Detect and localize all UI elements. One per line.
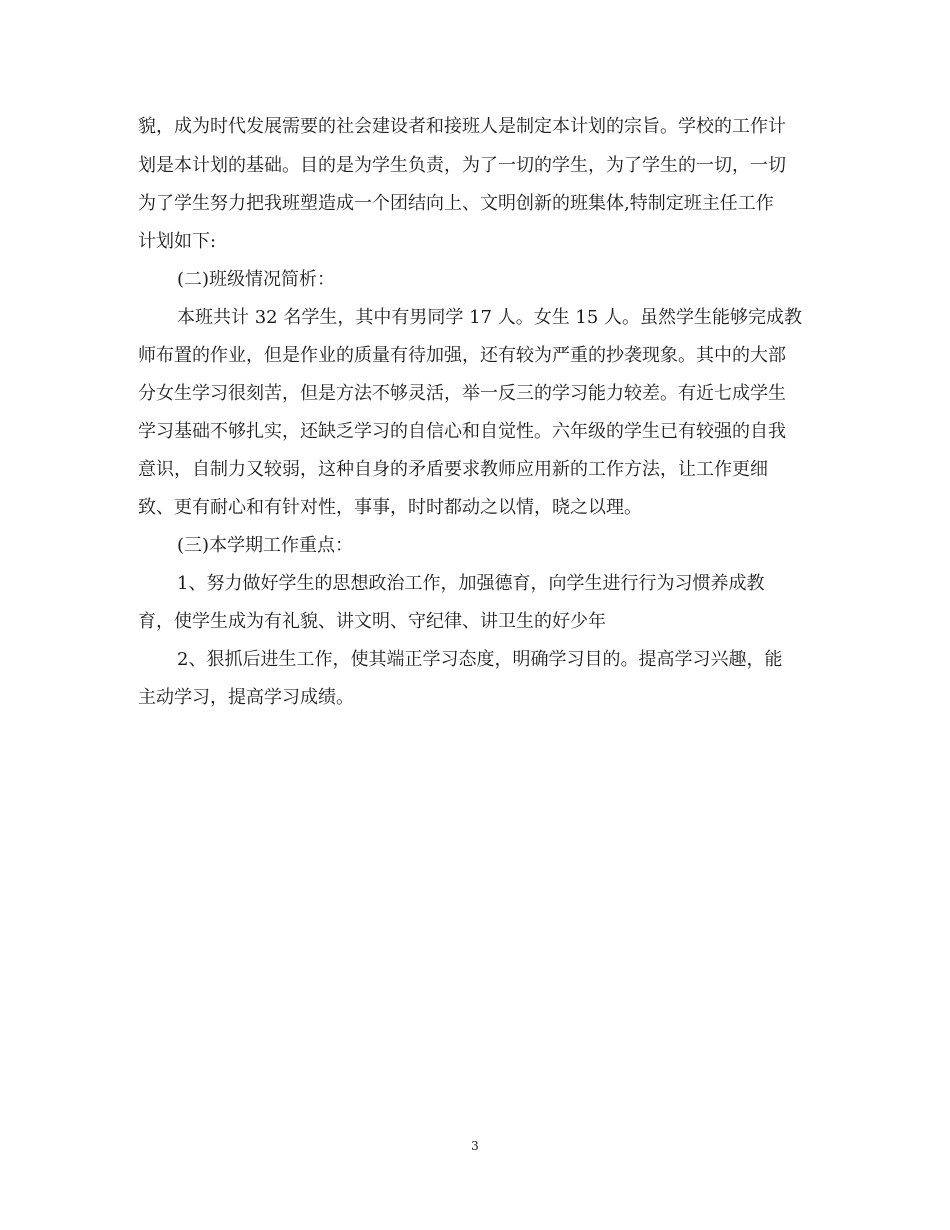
paragraph-line: 本班共计 32 名学生，其中有男同学 17 人。女生 15 人。虽然学生能够完成教 bbox=[177, 307, 803, 328]
page-number: 3 bbox=[471, 1139, 479, 1153]
list-item-line: 主动学习，提高学习成绩。 bbox=[138, 687, 354, 708]
paragraph-line: 划是本计划的基础。目的是为学生负责，为了一切的学生，为了学生的一切，一切 bbox=[138, 155, 786, 176]
paragraph-line: 意识，自制力又较弱，这种自身的矛盾要求教师应用新的工作方法，让工作更细 bbox=[138, 459, 768, 480]
paragraph-line: 学习基础不够扎实，还缺乏学习的自信心和自觉性。六年级的学生已有较强的自我 bbox=[138, 421, 786, 442]
list-item-line: 2、狠抓后进生工作，使其端正学习态度，明确学习目的。提高学习兴趣，能 bbox=[177, 649, 783, 670]
paragraph-line: 致、更有耐心和有针对性，事事，时时都动之以情，晓之以理。 bbox=[138, 497, 642, 518]
list-item-line: 1、努力做好学生的思想政治工作，加强德育，向学生进行行为习惯养成教 bbox=[177, 573, 765, 594]
paragraph-line: 分女生学习很刻苦，但是方法不够灵活，举一反三的学习能力较差。有近七成学生 bbox=[138, 383, 786, 404]
section-heading: (三)本学期工作重点： bbox=[177, 535, 354, 556]
paragraph-line: 计划如下: bbox=[138, 231, 217, 252]
paragraph-line: 师布置的作业，但是作业的质量有待加强，还有较为严重的抄袭现象。其中的大部 bbox=[138, 345, 786, 366]
section-heading: (二)班级情况简析： bbox=[177, 269, 336, 290]
paragraph-line: 貌，成为时代发展需要的社会建设者和接班人是制定本计划的宗旨。学校的工作计 bbox=[138, 116, 786, 137]
list-item-line: 育，使学生成为有礼貌、讲文明、守纪律、讲卫生的好少年 bbox=[138, 611, 606, 632]
paragraph-line: 为了学生努力把我班塑造成一个团结向上、文明创新的班集体,特制定班主任工作 bbox=[138, 193, 774, 214]
